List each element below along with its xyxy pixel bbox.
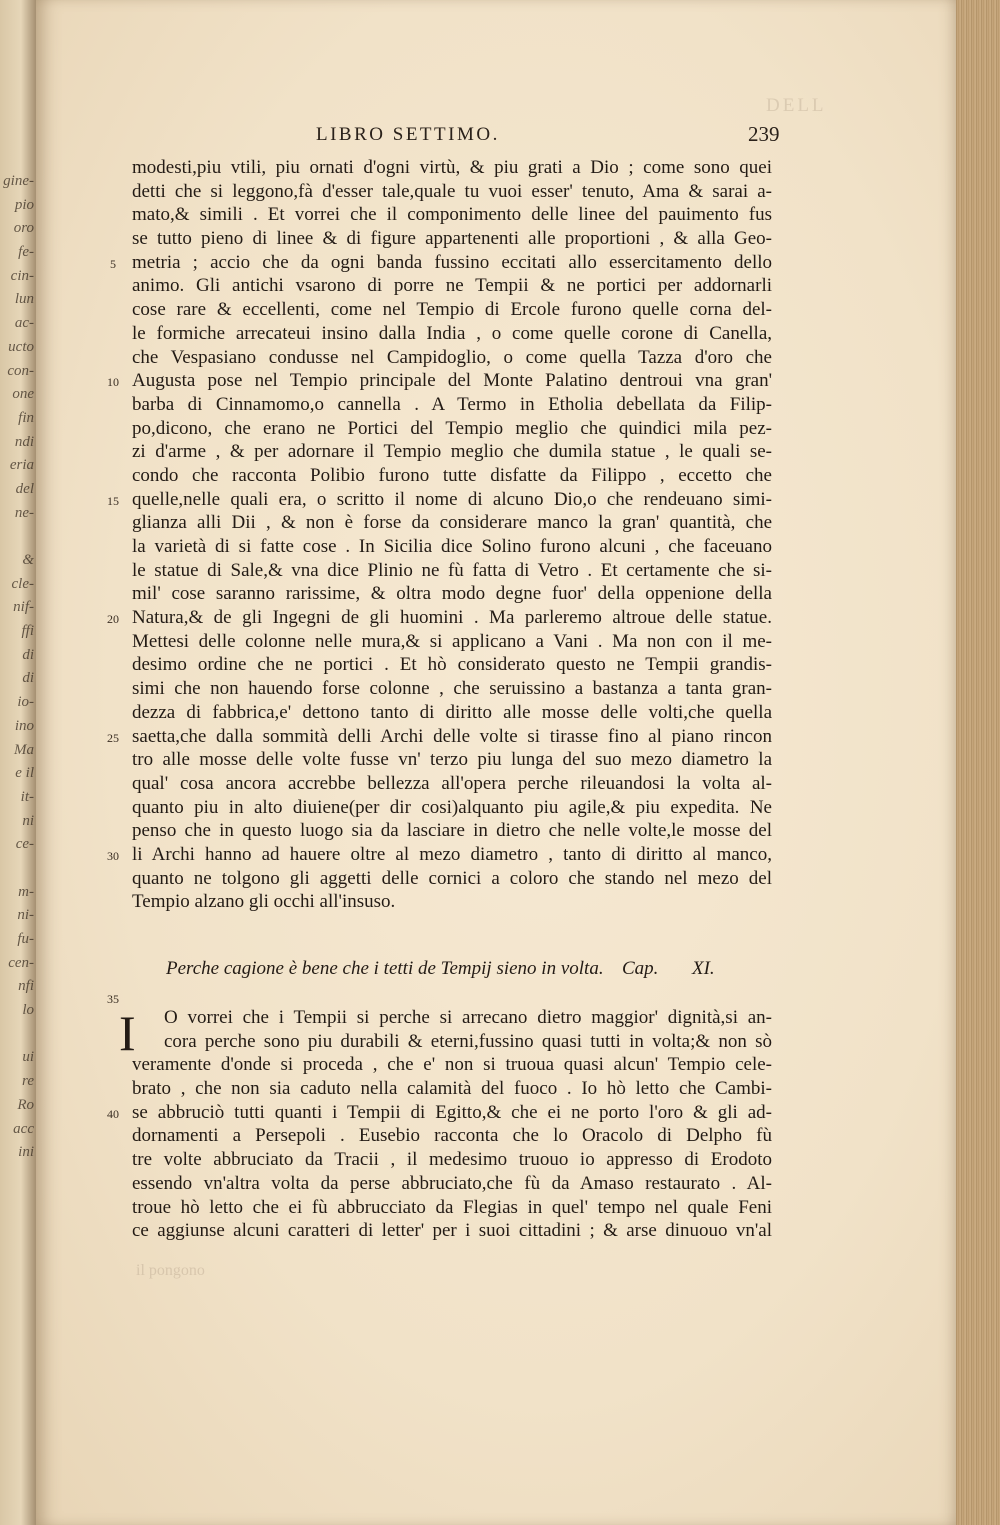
line-number: 35 [107,992,119,1006]
facing-page-fragment: di [22,670,34,687]
facing-page-fragment: fin [18,409,34,426]
text-line: detti che si leggono,fà d'esser tale,quale tu vuoi esser' tenuto, Ama & sarai a- [132,180,772,202]
text-line: cose rare & eccellenti, come nel Tempio di Ercole furono quelle corna del- [132,299,772,321]
running-title: LIBRO SETTIMO. [316,124,500,145]
book-page [36,0,956,1525]
line-number: 5 [110,256,116,271]
facing-page-fragment: fe- [18,244,34,261]
text-line: che Vespasiano condusse nel Campidoglio, o come quella Tazza d'oro che [132,346,772,368]
text-line: qual' cosa ancora accrebbe bellezza all'opera perche rileuandosi la volta al- [132,772,772,794]
facing-page-fragment: pio [14,196,34,213]
text-line: Natura,& de gli Ingegni de gli huomini . Ma parleremo altroue delle statue. [132,607,772,629]
facing-page-fragment: del [15,480,34,497]
facing-page-fragment [0,1023,36,1047]
text-line: quanto ne tolgono gli aggetti delle cornici a coloro che stando nel mezo del [132,867,772,889]
line-number: 30 [107,849,119,864]
text-line: modesti,piu vtili, piu ornati d'ogni virtù, & piu grati a Dio ; come sono quei [132,157,772,178]
facing-page-fragment: ffi [21,623,34,640]
text-line: se tutto pieno di linee & di figure appartenenti alle proportioni , & alla Geo- [132,228,772,250]
running-head [36,124,956,152]
text-line: animo. Gli antichi vsarono di porre ne Tempii & ne portici per addornarli [132,275,772,297]
facing-page-fragment: cen- [8,954,34,971]
text-line: ce aggiunse alcuni caratteri di letter' per i suoi cittadini ; & arse dinuouo vn'al [132,1220,772,1242]
facing-page-fragment: & [22,552,34,568]
facing-page-fragment: lun [14,291,34,308]
text-line: brato , che non sia caduto nella calamità del fuoco . Io hò letto che Cambi- [132,1078,772,1100]
text-line: po,dicono, che erano ne Portici del Tempio meglio che quindici mila pez- [132,417,772,439]
text-line: veramente d'onde si proceda , che e' non si truoua quasi alcun' Tempio cele- [132,1054,772,1076]
text-line: saetta,che dalla sommità delli Archi delle volte si tirasse fino al piano rincon [132,725,772,747]
text-line: dornamenti a Persepoli . Eusebio racconta che lo Oracolo di Delpho fù [132,1125,772,1147]
chapter-title: Perche cagione è bene che i tetti de Tempij sieno in volta. [166,958,604,979]
text-line: tro alle mosse delle volte fusse vn' terzo piu lunga del suo mezo diametro la [132,749,772,771]
facing-page-fragment: con- [7,362,34,379]
facing-page-fragment [0,525,36,549]
text-line: zi d'arme , & per adornare il Tempio meglio che dumila statue , le quali se- [132,441,772,463]
facing-page-fragment: gine- [3,173,34,189]
body-text [132,156,772,914]
chapter-text [132,1006,772,1243]
line-number: 25 [107,730,119,745]
drop-cap: I [119,1005,136,1061]
text-line: li Archi hanno ad hauere oltre al mezo diametro , tanto di diritto al manco, [132,843,772,865]
facing-page-fragment: oro [13,220,34,237]
text-line: tre volte abbruciato da Tracii , il medesimo truouo io appresso di Erodoto [132,1149,772,1171]
chapter-number: XI. [692,958,715,979]
facing-page-fragment: ucto [8,338,34,355]
text-line: troue hò letto che ei fù abbrucciato da Flegias in quel' tempo nel quale Feni [132,1196,772,1218]
text-line: condo che racconta Polibio furono tutte disfatte da Filippo , eccetto che [132,464,772,486]
chapter-cap-label: Cap. [622,958,659,979]
text-line: Mettesi delle colonne nelle mura,& si applicano a Vani . Ma non con il me- [132,630,772,652]
text-line: essendo vn'altra volta da perse abbruciato,che fù da Amaso restaurato . Al- [132,1172,772,1194]
text-line: dezza di fabbrica,e' dettono tanto di diritto alle mosse delle volti,che quella [132,701,772,723]
text-line: glianza alli Dii , & non è forse da considerare manco la gran' quantità, che [132,512,772,534]
facing-page-fragment: nif- [13,599,34,616]
facing-page-text [0,170,36,1165]
line-number: 20 [107,612,119,627]
facing-page-fragment: Ma [14,741,34,758]
line-number: 10 [107,375,119,390]
text-line: le formiche arrecateui insino dalla India , o come quelle corone di Canella, [132,322,772,344]
facing-page-fragment: ne- [14,504,34,521]
page-edge-stack [952,0,1000,1525]
facing-page-fragment: ui [22,1049,34,1066]
line-number: 40 [107,1106,119,1121]
text-line: cora perche sono piu durabili & eterni,fussino quasi tutti in volta;& non sò [164,1030,772,1052]
facing-page-fragment [0,857,36,881]
facing-page-fragment: one [12,386,34,403]
facing-page-fragment: io- [17,694,34,711]
facing-page-fragment: e il [15,765,34,782]
page-number: 239 [748,122,780,146]
facing-page-fragment: it- [20,788,34,805]
text-line: simi che non hauendo forse colonne , che seruissino a bastanza a tanta gran- [132,678,772,700]
text-line: mato,& simili . Et vorrei che il componimento delle linee del pauimento fus [132,204,772,226]
show-through-text: DELL [766,95,827,116]
text-line: metria ; accio che da ogni banda fussino eccitati allo essercitamento dello [132,251,772,273]
facing-page-fragment: ni [22,812,34,829]
facing-page-fragment: ce- [15,836,34,853]
facing-page-fragment: Ro [17,1096,34,1113]
facing-page-fragment: acc [13,1120,34,1137]
text-line: barba di Cinnamomo,o cannella . A Termo in Etholia debellata da Filip- [132,393,772,415]
facing-page-fragment: di [22,646,34,663]
facing-page-fragment: ac- [14,315,34,332]
facing-page-fragment: cle- [11,575,34,592]
text-line: Augusta pose nel Tempio principale del Monte Palatino dentroui vna gran' [132,370,772,392]
text-line: la varietà di si fatte cose . In Sicilia dice Solino furono alcuni , che faceuano [132,536,772,557]
text-line: O vorrei che i Tempii si perche si arrecano dietro maggior' dignità,si an- [164,1007,772,1028]
facing-page-fragment: ndi [14,433,34,450]
facing-page-fragment: eria [9,457,34,474]
facing-page-fragment: ini [18,1144,34,1161]
text-line: penso che in questo luogo sia da lasciare in dietro che nelle volte,le mosse del [132,820,772,842]
facing-page-fragment: nfi [18,978,34,995]
text-line: le statue di Sale,& vna dice Plinio ne fù fatta di Vetro . Et certamente che si- [132,559,772,581]
line-number: 15 [107,493,119,508]
facing-page-fragment: ino [14,717,34,734]
text-line: quanto piu in alto diuiene(per dir cosi)alquanto piu agile,& piu expedita. Ne [132,796,772,818]
facing-page-fragment: cin- [10,267,34,284]
text-line: mil' cose saranno rarissime, & oltra modo degne fuor' della oppenione della [132,583,772,605]
facing-page-fragment: m- [18,883,34,900]
facing-page-fragment: fu- [17,931,34,947]
text-line: desimo ordine che ne portici . Et hò considerato questo ne Tempii grandis- [132,654,772,676]
text-line: quelle,nelle quali era, o scritto il nome di alcuno Dio,o che rendeuano simi- [132,488,772,510]
bottom-show-through-text: il pongono [136,1262,205,1279]
facing-page-fragment: ni- [17,907,34,924]
facing-page-fragment: lo [22,1002,34,1019]
text-line: se abbruciò tutti quanti i Tempii di Egitto,& che ei ne porto l'oro & gli ad- [132,1101,772,1123]
text-line: Tempio alzano gli occhi all'insuso. [132,891,396,913]
facing-page-fragment: re [22,1073,34,1090]
facing-page-edge [0,0,38,1525]
chapter-heading [166,958,766,984]
